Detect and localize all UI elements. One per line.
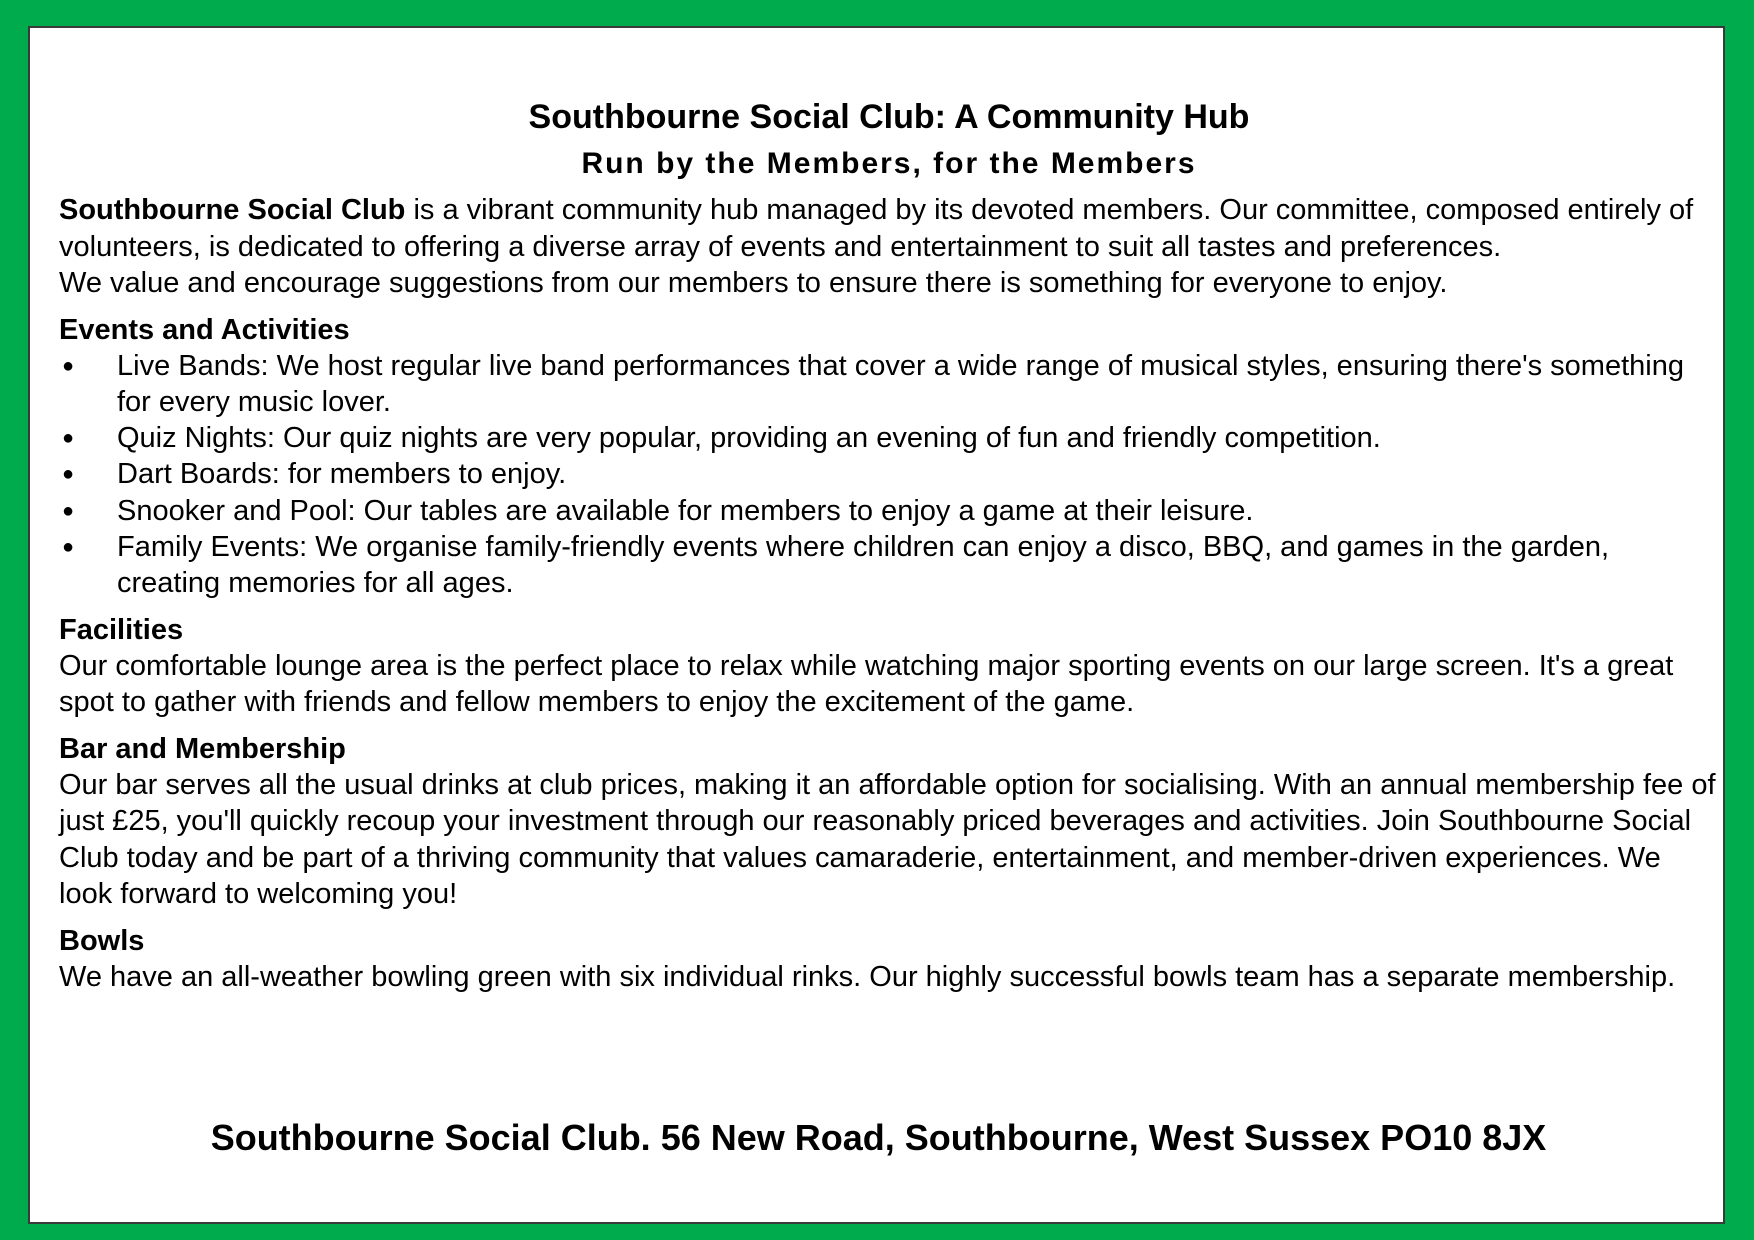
list-item-text: Family Events: We organise family-friendly events where children can enjoy a disco, BBQ, and games in the garden, creating memories for all ages. [117, 530, 1610, 600]
intro-club-name: Southbourne Social Club [59, 194, 406, 226]
footer-address: Southbourne Social Club. 56 New Road, Southbourne, West Sussex PO10 8JX [210, 1117, 1547, 1158]
intro-text: is a vibrant community hub managed by its devoted members. Our committee, composed entirely of volunteers, is dedicated to offering a diverse array of events and entertainment to suit all tastes and preferences. [59, 194, 1694, 263]
bar-text: Our bar serves all the usual drinks at club prices, making it an affordable option for socialising. With an annual membership fee of just £25, you'll quickly recoup your investment through our reasonably priced beverages and activities. Join Southbourne Social Club today and be part of a thriving community that values camaraderie, entertainment, and member-driven experiences. We look forward to welcoming you! [59, 768, 1716, 911]
bar-heading: Bar and Membership [59, 732, 346, 765]
facilities-heading: Facilities [59, 613, 184, 646]
events-list [59, 348, 1719, 602]
intro-paragraph [59, 192, 1719, 265]
events-heading: Events and Activities [59, 313, 350, 346]
facilities-text: Our comfortable lounge area is the perfect place to relax while watching major sporting events on our large screen. It's a great spot to gather with friends and fellow members to enjoy the excitement of the game. [59, 649, 1674, 719]
bowls-heading: Bowls [59, 924, 145, 957]
list-item [59, 493, 1719, 529]
bullet-icon: ● [62, 535, 75, 558]
list-item-text: Dart Boards: for members to enjoy. [117, 458, 567, 491]
list-item [59, 348, 1719, 421]
bullet-icon: ● [62, 427, 75, 450]
bullet-icon: ● [62, 499, 75, 522]
flyer-panel [28, 26, 1725, 1224]
page-title: Southbourne Social Club: A Community Hub [528, 98, 1250, 136]
list-item-text: Snooker and Pool: Our tables are available for members to enjoy a game at their leisure. [117, 494, 1254, 527]
list-item [59, 529, 1719, 602]
list-item [59, 456, 1719, 492]
intro-paragraph-2: We value and encourage suggestions from our members to ensure there is something for everyone to enjoy. [59, 267, 1448, 299]
list-item-text: Quiz Nights: Our quiz nights are very popular, providing an evening of fun and friendly competition. [117, 422, 1381, 455]
bowls-text: We have an all-weather bowling green with six individual rinks. Our highly successful bowls team has a separate membership. [59, 960, 1676, 993]
bullet-icon: ● [62, 354, 75, 377]
list-item [59, 420, 1719, 456]
bullet-icon: ● [62, 463, 75, 486]
list-item-text: Live Bands: We host regular live band performances that cover a wide range of musical styles, ensuring there's something for every music lover. [117, 349, 1684, 418]
page-subtitle: Run by the Members, for the Members [581, 147, 1197, 180]
flyer-content [59, 94, 1719, 995]
